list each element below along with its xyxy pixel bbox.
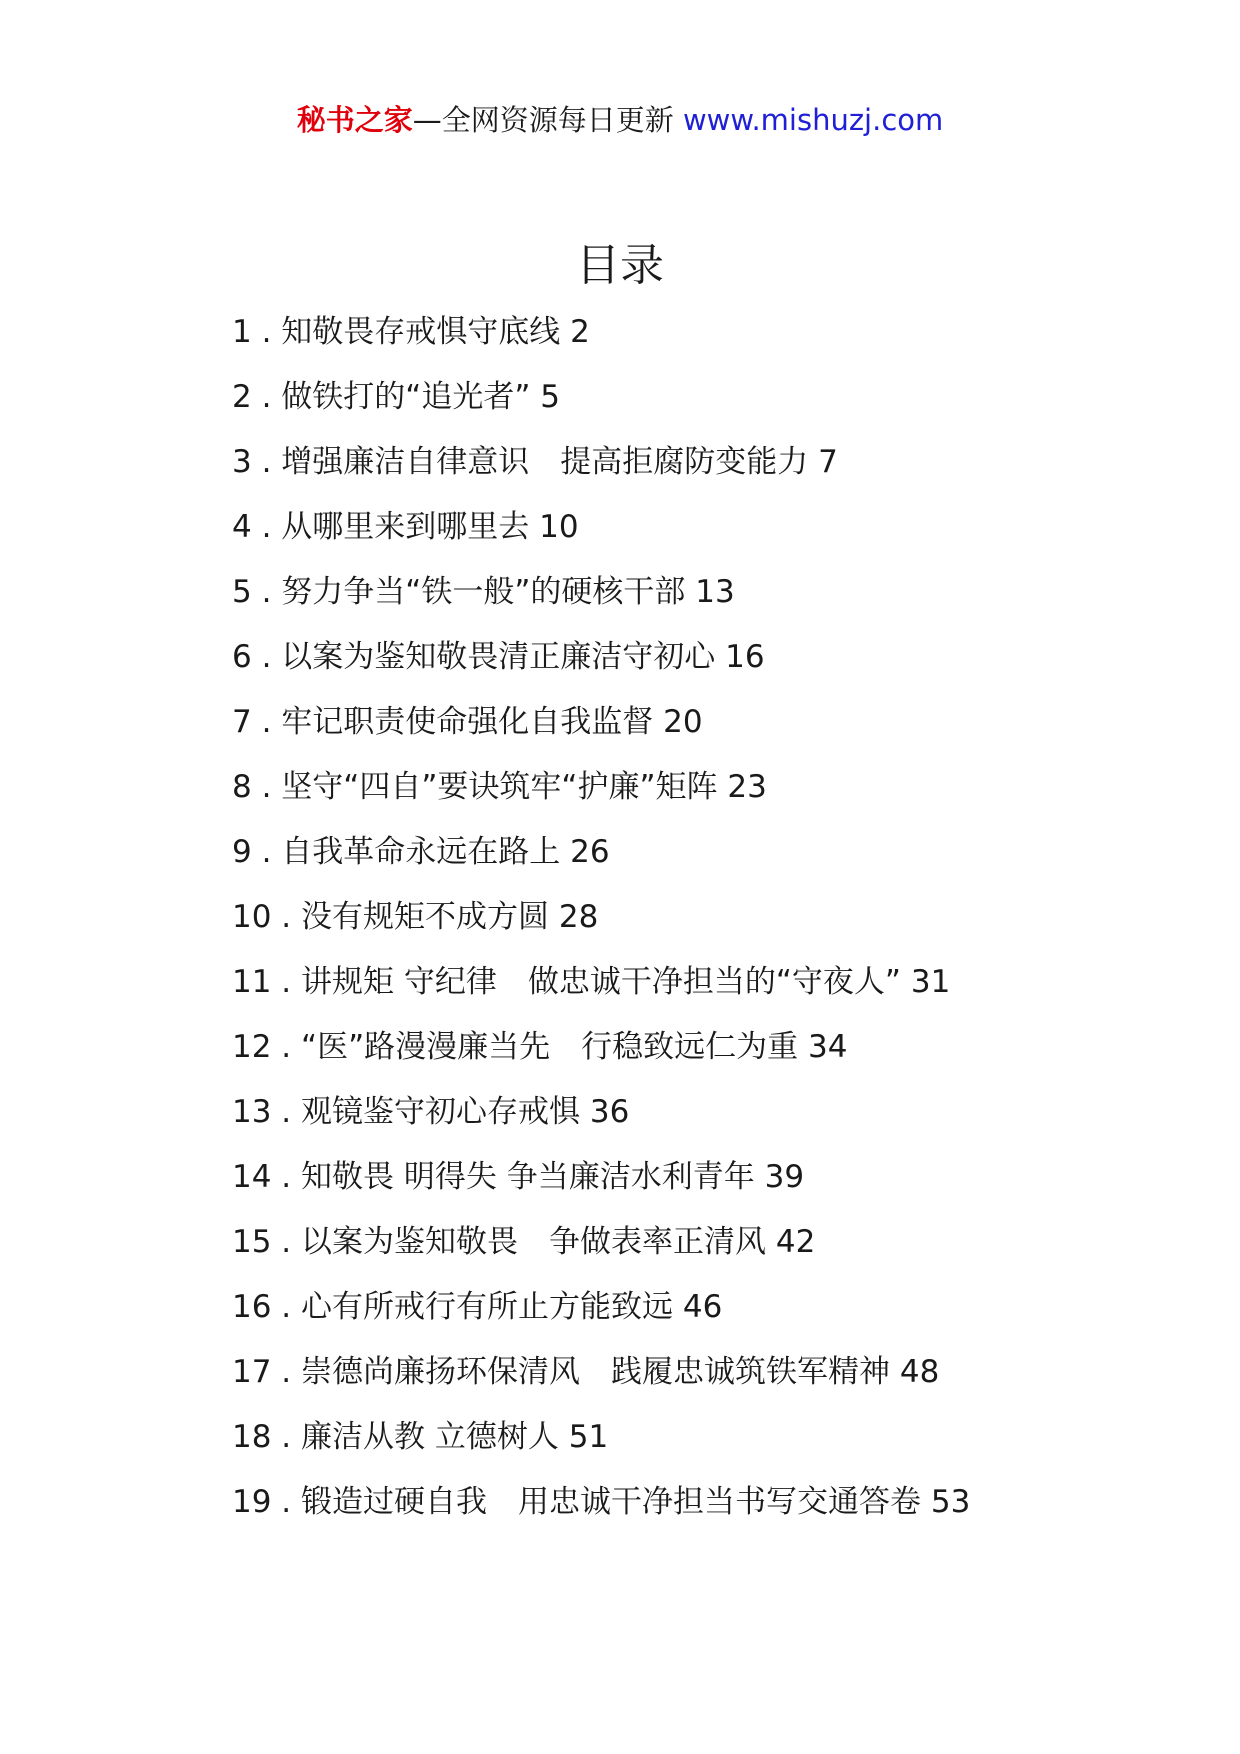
toc-title: 自我革命永远在路上 — [281, 834, 561, 870]
toc-number: 14 — [232, 1159, 272, 1195]
toc-number: 5 — [232, 574, 252, 610]
toc-entry-4[interactable]: 4 . 从哪里来到哪里去 10 — [232, 509, 579, 545]
toc-entry-16[interactable]: 16 . 心有所戒行有所止方能致远 46 — [232, 1289, 723, 1325]
toc-title: 以案为鉴知敬畏清正廉洁守初心 — [281, 639, 716, 675]
toc-page: 7 — [818, 444, 838, 480]
toc-number: 18 — [232, 1419, 272, 1455]
toc-number: 17 — [232, 1354, 272, 1390]
toc-page: 13 — [695, 574, 735, 610]
toc-number: 4 — [232, 509, 252, 545]
toc-page: 28 — [558, 899, 599, 935]
toc-entry-2[interactable]: 2 . 做铁打的“追光者” 5 — [232, 379, 561, 415]
toc-number: 13 — [232, 1094, 272, 1130]
toc-page: 26 — [570, 834, 610, 870]
toc-entry-18[interactable]: 18 . 廉洁从教 立德树人 51 — [232, 1419, 609, 1455]
toc-page: 39 — [764, 1159, 805, 1195]
toc-entry-19[interactable]: 19 . 锻造过硬自我 用忠诚干净担当书写交通答卷 53 — [232, 1484, 971, 1520]
toc-page: 16 — [725, 639, 765, 675]
toc-title: 以案为鉴知敬畏 争做表率正清风 — [301, 1224, 767, 1260]
toc-number: 2 — [232, 379, 252, 415]
toc-number: 16 — [232, 1289, 272, 1325]
toc-page: 36 — [589, 1094, 630, 1130]
toc-number: 8 — [232, 769, 252, 805]
toc-entry-5[interactable]: 5 . 努力争当“铁一般”的硬核干部 13 — [232, 574, 735, 610]
toc-entry-13[interactable]: 13 . 观镜鉴守初心存戒惧 36 — [232, 1094, 630, 1130]
toc-entry-8[interactable]: 8 . 坚守“四自”要诀筑牢“护廉”矩阵 23 — [232, 769, 767, 805]
toc-entry-17[interactable]: 17 . 崇德尚廉扬环保清风 践履忠诚筑铁军精神 48 — [232, 1354, 940, 1390]
toc-number: 10 — [232, 899, 272, 935]
toc-entry-10[interactable]: 10 . 没有规矩不成方圆 28 — [232, 899, 599, 935]
toc-page: 23 — [727, 769, 767, 805]
toc-title: 增强廉洁自律意识 提高拒腐防变能力 — [281, 444, 809, 480]
toc-title: 坚守“四自”要诀筑牢“护廉”矩阵 — [281, 769, 718, 805]
toc-title: 做铁打的“追光者” — [281, 379, 531, 415]
toc-title: “医”路漫漫廉当先 行稳致远仁为重 — [301, 1029, 799, 1065]
toc-number: 11 — [232, 964, 272, 1000]
toc-title: 从哪里来到哪里去 — [281, 509, 530, 545]
toc-title: 牢记职责使命强化自我监督 — [281, 704, 654, 740]
table-of-contents — [232, 307, 1132, 1542]
toc-entry-6[interactable]: 6 . 以案为鉴知敬畏清正廉洁守初心 16 — [232, 639, 765, 675]
toc-entry-15[interactable]: 15 . 以案为鉴知敬畏 争做表率正清风 42 — [232, 1224, 816, 1260]
toc-page: 51 — [568, 1419, 609, 1455]
toc-title: 努力争当“铁一般”的硬核干部 — [281, 574, 686, 610]
toc-entry-7[interactable]: 7 . 牢记职责使命强化自我监督 20 — [232, 704, 703, 740]
toc-title: 知敬畏 明得失 争当廉洁水利青年 — [301, 1159, 755, 1195]
toc-page: 5 — [540, 379, 561, 415]
toc-number: 19 — [232, 1484, 272, 1520]
header-slogan: —全网资源每日更新 — [412, 103, 674, 137]
toc-page: 46 — [682, 1289, 723, 1325]
toc-title: 锻造过硬自我 用忠诚干净担当书写交通答卷 — [301, 1484, 922, 1520]
toc-entry-3[interactable]: 3 . 增强廉洁自律意识 提高拒腐防变能力 7 — [232, 444, 838, 480]
page-title: 目录 — [576, 240, 664, 291]
toc-title: 知敬畏存戒惧守底线 — [281, 314, 561, 350]
toc-page: 34 — [808, 1029, 848, 1065]
toc-page: 31 — [910, 964, 951, 1000]
toc-number: 1 — [232, 314, 252, 350]
toc-entry-14[interactable]: 14 . 知敬畏 明得失 争当廉洁水利青年 39 — [232, 1159, 805, 1195]
toc-page: 2 — [570, 314, 590, 350]
toc-page: 42 — [775, 1224, 816, 1260]
site-url-link[interactable]: www.mishuzj.com — [682, 103, 944, 137]
toc-number: 15 — [232, 1224, 272, 1260]
toc-page: 20 — [663, 704, 703, 740]
toc-number: 12 — [232, 1029, 272, 1065]
toc-entry-12[interactable]: 12 . “医”路漫漫廉当先 行稳致远仁为重 34 — [232, 1029, 848, 1065]
toc-entry-9[interactable]: 9 . 自我革命永远在路上 26 — [232, 834, 610, 870]
toc-title: 心有所戒行有所止方能致远 — [301, 1289, 674, 1325]
toc-title: 观镜鉴守初心存戒惧 — [301, 1094, 581, 1130]
toc-entry-11[interactable]: 11 . 讲规矩 守纪律 做忠诚干净担当的“守夜人” 31 — [232, 964, 951, 1000]
toc-title: 廉洁从教 立德树人 — [301, 1419, 559, 1455]
toc-number: 6 — [232, 639, 252, 675]
toc-page: 53 — [930, 1484, 971, 1520]
brand-name: 秘书之家 — [296, 103, 413, 137]
toc-number: 7 — [232, 704, 252, 740]
toc-number: 9 — [232, 834, 252, 870]
toc-page: 10 — [539, 509, 579, 545]
toc-page: 48 — [899, 1354, 940, 1390]
toc-title: 讲规矩 守纪律 做忠诚干净担当的“守夜人” — [301, 964, 901, 1000]
toc-entry-1[interactable]: 1 . 知敬畏存戒惧守底线 2 — [232, 314, 590, 350]
toc-number: 3 — [232, 444, 252, 480]
toc-title: 没有规矩不成方圆 — [301, 899, 550, 935]
toc-title: 崇德尚廉扬环保清风 践履忠诚筑铁军精神 — [301, 1354, 891, 1390]
site-header — [0, 100, 1240, 140]
